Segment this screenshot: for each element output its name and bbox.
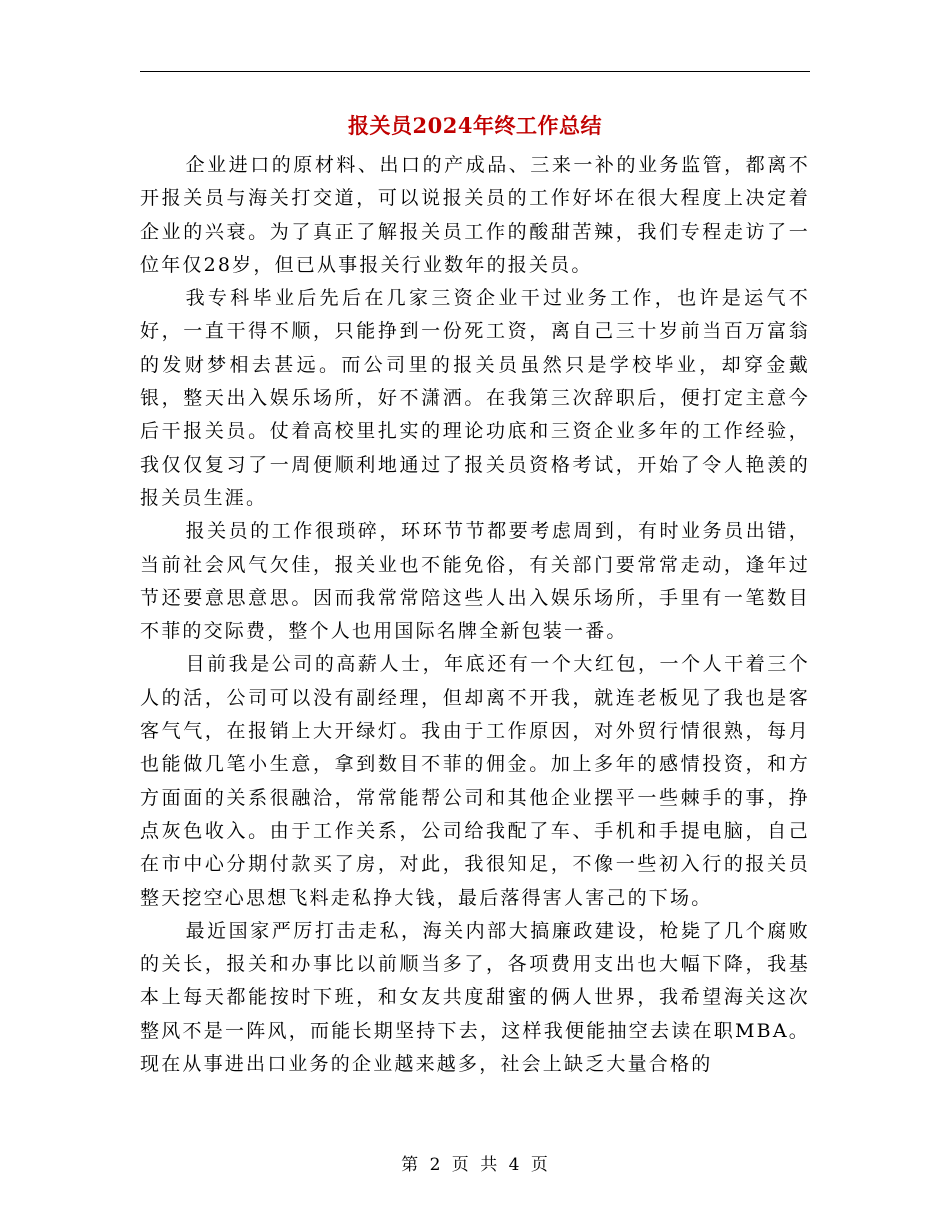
paragraph-4: 目前我是公司的高薪人士，年底还有一个大红包，一个人干着三个人的活，公司可以没有副经理，但却离不开我，就连老板见了我也是客客气气，在报销上大开绿灯。我由于工作原因，对外贸行情很熟，每月也能做几笔小生意，拿到数目不菲的佣金。加上多年的感情投资，和方方面面的关系很融洽，常常能帮公司和其他企业摆平一些棘手的事，挣点灰色收入。由于工作关系，公司给我配了车、手机和手提电脑，自己在市中心分期付款买了房，对此，我很知足，不像一些初入行的报关员整天挖空心思想飞料走私挣大钱，最后落得害人害己的下场。 xyxy=(140,653,810,909)
header-rule xyxy=(140,71,810,72)
footer-total-prefix: 共 xyxy=(480,1155,499,1175)
footer-prefix: 第 xyxy=(401,1155,420,1175)
paragraph-2: 我专科毕业后先后在几家三资企业干过业务工作，也许是运气不好，一直干得不顺，只能挣到一份死工资，离自己三十岁前当百万富翁的发财梦相去甚远。而公司里的报关员虽然只是学校毕业，却穿金戴银，整天出入娱乐场所，好不潇洒。在我第三次辞职后，便打定主意今后干报关员。仗着高校里扎实的理论功底和三资企业多年的工作经验，我仅仅复习了一周便顺利地通过了报关员资格考试，开始了令人艳羡的报关员生涯。 xyxy=(140,287,810,509)
footer-total-pages: 4 xyxy=(508,1155,521,1175)
footer-total-unit: 页 xyxy=(530,1155,549,1175)
footer-current-page: 2 xyxy=(429,1155,442,1175)
paragraph-5: 最近国家严厉打击走私，海关内部大搞廉政建设，枪毙了几个腐败的关长，报关和办事比以前顺当多了，各项费用支出也大幅下降，我基本上每天都能按时下班，和女友共度甜蜜的俩人世界，我希望海关这次整风不是一阵风，而能长期坚持下去，这样我便能抽空去读在职MBA。现在从事进出口业务的企业越来越多，社会上缺乏大量合格的 xyxy=(140,919,810,1076)
document-title: 报关员2024年终工作总结 xyxy=(348,113,602,138)
paragraph-1: 企业进口的原材料、出口的产成品、三来一补的业务监管，都离不开报关员与海关打交道，可以说报关员的工作好坏在很大程度上决定着企业的兴衰。为了真正了解报关员工作的酸甜苦辣，我们专程走访了一位年仅28岁，但已从事报关行业数年的报关员。 xyxy=(140,154,810,276)
footer-page-unit: 页 xyxy=(451,1155,470,1175)
page-footer xyxy=(140,1153,810,1177)
paragraph-3: 报关员的工作很琐碎，环环节节都要考虑周到，有时业务员出错，当前社会风气欠佳，报关业也不能免俗，有关部门要常常走动，逢年过节还要意思意思。因而我常常陪这些人出入娱乐场所，手里有一笔数目不菲的交际费，整个人也用国际名牌全新包装一番。 xyxy=(140,520,810,643)
document-body xyxy=(140,149,810,1081)
